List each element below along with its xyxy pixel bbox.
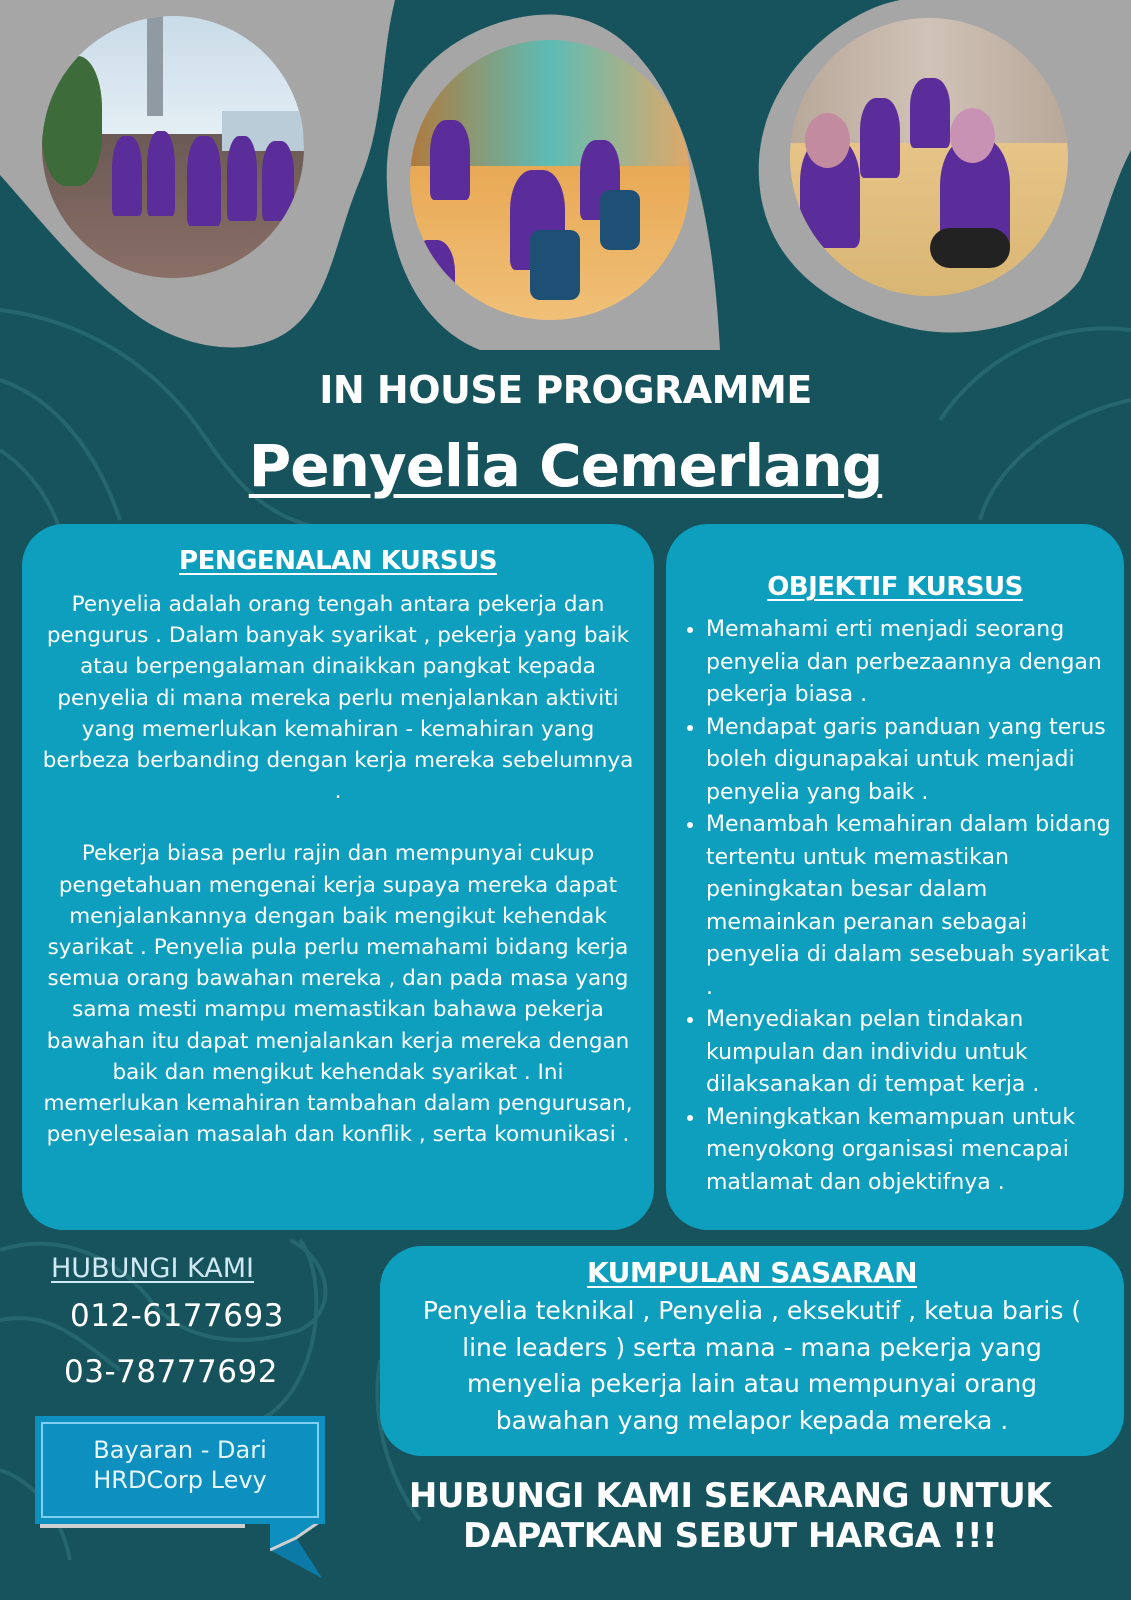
course-title	[0, 432, 1131, 500]
intro-paragraph-1: Penyelia adalah orang tengah antara pekerja dan pengurus . Dalam banyak syarikat , pekerja yang baik atau berpengalaman dinaikkan pangkat kepada penyelia di mana mereka perlu menjalankan aktiviti yang memerlukan kemahiran - kemahiran yang berbeza berbanding dengan kerja mereka sebelumnya .	[42, 592, 634, 805]
floor-teamwork-activity-photo	[790, 18, 1068, 296]
course-introduction-card	[22, 524, 654, 1230]
objective-item: • Mendapat garis panduan yang terus boleh digunapakai untuk menjadi penyelia yang baik .	[706, 712, 1114, 810]
objective-item: • Memahami erti menjadi seorang penyelia dan perbezaannya dengan pekerja biasa .	[706, 614, 1114, 712]
course-title-text: Penyelia Cemerlang	[248, 432, 883, 500]
programme-label: IN HOUSE PROGRAMME	[319, 368, 812, 412]
objective-item: • Menambah kemahiran dalam bidang tertentu untuk memastikan peningkatan besar dalam memainkan peranan sebagai penyelia di dalam sesebuah syarikat .	[706, 809, 1114, 1004]
cta-line-2: DAPATKAN SEBUT HARGA !!!	[463, 1516, 997, 1556]
seated-stretching-activity-photo	[410, 40, 690, 320]
ribbon-tail-icon	[270, 1520, 330, 1580]
payment-line-1: Bayaran - Dari	[93, 1436, 267, 1464]
payment-ribbon	[35, 1416, 325, 1524]
objective-item: • Menyediakan pelan tindakan kumpulan dan individu untuk dilaksanakan di tempat kerja .	[706, 1004, 1114, 1102]
objectives-list	[666, 614, 1124, 1199]
contact-heading: HUBUNGI KAMI	[51, 1253, 254, 1284]
target-group-card	[380, 1246, 1124, 1456]
payment-ribbon-text	[36, 1435, 324, 1495]
call-to-action	[380, 1476, 1080, 1556]
course-objectives-heading: OBJEKTIF KURSUS	[767, 572, 1023, 602]
phone-number-mobile[interactable]: 012-6177693	[70, 1298, 284, 1334]
phone-number-office[interactable]: 03-78777692	[64, 1354, 278, 1390]
target-group-heading: KUMPULAN SASARAN	[586, 1256, 918, 1289]
intro-paragraph-2: Pekerja biasa perlu rajin dan mempunyai cukup pengetahuan mengenai kerja supaya mereka dapat menjalankannya dengan baik mengikut kehendak syarikat . Penyelia pula perlu memahami bidang kerja semua orang bawahan mereka , dan pada masa yang sama mesti mampu memastikan bahawa pekerja bawahan itu dapat menjalankan kerja mereka dengan baik dan mengikut kehendak syarikat . Ini memerlukan kemahiran tambahan dalam pengurusan, penyelesaian masalah dan konflik , serta komunikasi .	[43, 841, 633, 1148]
objective-item: • Meningkatkan kemampuan untuk menyokong organisasi mencapai matlamat dan objektifnya .	[706, 1102, 1114, 1200]
course-objectives-card	[666, 524, 1124, 1230]
payment-line-2: HRDCorp Levy	[93, 1466, 267, 1494]
course-introduction-heading: PENGENALAN KURSUS	[179, 546, 497, 576]
cta-line-1: HUBUNGI KAMI SEKARANG UNTUK	[408, 1476, 1052, 1516]
outdoor-waterfront-activity-photo	[42, 16, 304, 278]
target-group-text: Penyelia teknikal , Penyelia , eksekutif , ketua baris ( line leaders ) serta mana - mana pekerja yang menyelia pekerja lain atau mempunyai orang bawahan yang melapor kepada mereka .	[422, 1296, 1082, 1435]
